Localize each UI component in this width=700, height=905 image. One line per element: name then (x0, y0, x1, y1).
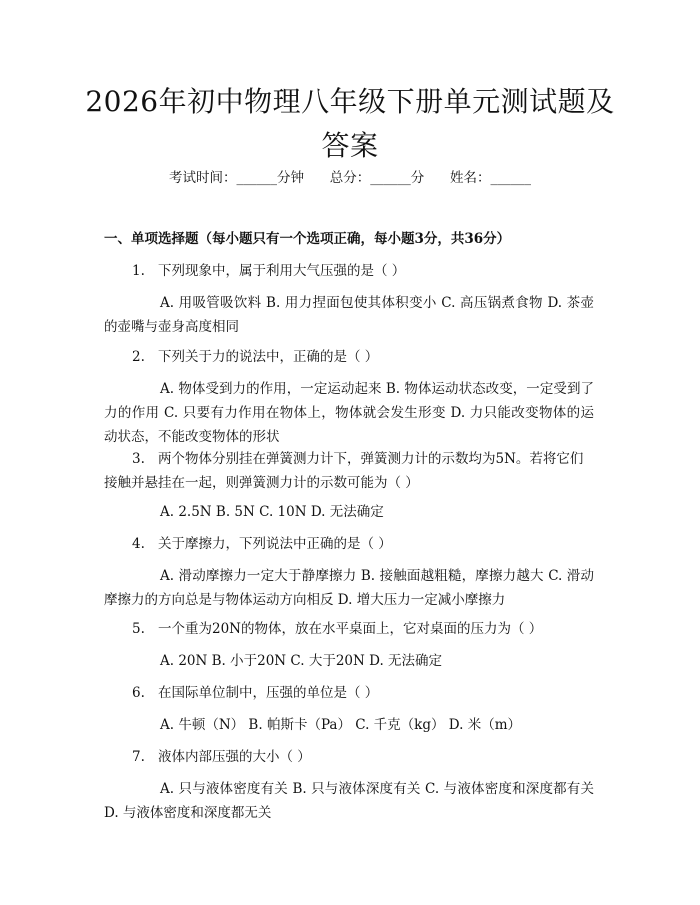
question-4-options: A. 滑动摩擦力一定大于静摩擦力 B. 接触面越粗糙，摩擦力越大 C. 滑动摩擦力的方向总是与物体运动方向相反 D. 增大压力一定减小摩擦力 (104, 568, 594, 608)
document-title: 2026年初中物理八年级下册单元测试题及答案 (85, 85, 615, 162)
question-stem: 液体内部压强的大小（ ） (158, 749, 311, 765)
question-number: 6. (132, 685, 145, 701)
question-5 (104, 617, 594, 641)
question-number: 3. (132, 451, 145, 467)
question-2 (104, 345, 594, 369)
question-number: 4. (132, 536, 145, 552)
question-1 (104, 259, 594, 283)
question-stem: 一个重为20N的物体，放在水平桌面上，它对桌面的压力为（ ） (158, 621, 543, 637)
question-number: 1. (132, 263, 145, 279)
question-number: 7. (132, 749, 145, 765)
question-4 (104, 532, 594, 556)
question-5-options: A. 20N B. 小于20N C. 大于20N D. 无法确定 (160, 653, 443, 669)
question-number: 5. (132, 621, 145, 637)
question-2-options: A. 物体受到力的作用，一定运动起来 B. 物体运动状态改变，一定受到了力的作用 C. 只要有力作用在物体上，物体就会发生形变 D. 力只能改变物体的运动状态，不能改变物体的形状 (104, 381, 594, 445)
question-6-options: A. 牛顿（N） B. 帕斯卡（Pa） C. 千克（kg） D. 米（m） (160, 717, 522, 733)
question-6 (104, 681, 594, 705)
question-stem: 下列现象中，属于利用大气压强的是（ ） (158, 263, 406, 279)
section-heading: 一、单项选择题（每小题只有一个选项正确，每小题3分，共36分） (104, 231, 511, 247)
question-1-options: A. 用吸管吸饮料 B. 用力捏面包使其体积变小 C. 高压锅煮食物 D. 茶壶的壶嘴与壶身高度相同 (104, 295, 594, 335)
question-7 (104, 745, 594, 769)
question-3 (104, 447, 594, 495)
question-stem: 两个物体分别挂在弹簧测力计下，弹簧测力计的示数均为5N。若将它们接触并悬挂在一起，则弹簧测力计的示数可能为（ ） (104, 451, 584, 491)
question-number: 2. (132, 349, 145, 365)
question-7-options: A. 只与液体密度有关 B. 只与液体深度有关 C. 与液体密度和深度都有关 D. 与液体密度和深度都无关 (104, 781, 594, 821)
question-stem: 下列关于力的说法中，正确的是（ ） (158, 349, 379, 365)
exam-info-line: 考试时间：______分钟 总分：______分 姓名：______ (169, 170, 531, 186)
question-3-options: A. 2.5N B. 5N C. 10N D. 无法确定 (160, 504, 384, 520)
question-stem: 在国际单位制中，压强的单位是（ ） (158, 685, 379, 701)
question-stem: 关于摩擦力，下列说法中正确的是（ ） (158, 536, 392, 552)
